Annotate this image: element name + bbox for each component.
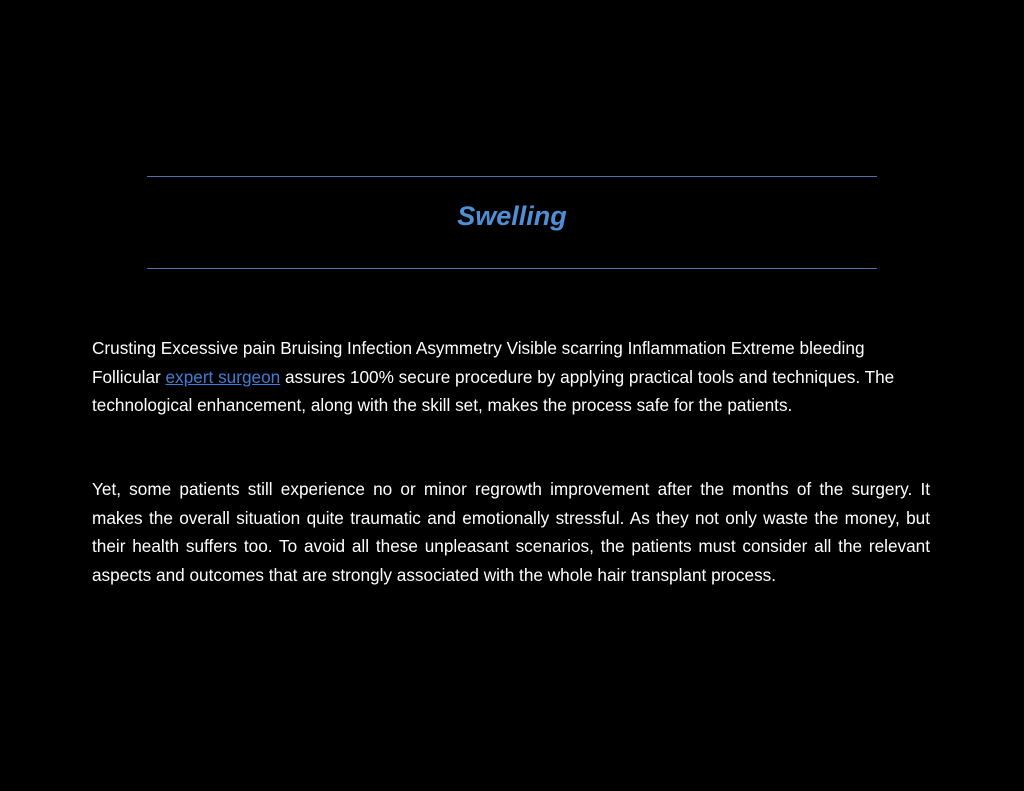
paragraph-text-before-link: Follicular	[92, 366, 166, 387]
paragraph-regrowth: Yet, some patients still experience no or minor regrowth improvement after the months of the surgery. It makes the overall situation quite traumatic and emotionally stressful. As they not only waste the money, but their health suffers too. To avoid all these unpleasant scenarios, the patients must consider all the relevant aspects and outcomes that are strongly associated with the whole hair transplant process.	[92, 479, 930, 585]
paragraph-text-after-link: assures 100% secure procedure by applying practical tools and techniques. The technological enhancement, along with the skill set, makes the process safe for the patients.	[92, 366, 895, 416]
expert-surgeon-link[interactable]: expert surgeon	[165, 366, 281, 387]
symptoms-list-text: Crusting Excessive pain Bruising Infection Asymmetry Visible scarring Inflammation Extreme bleeding	[92, 338, 865, 358]
heading-top-rule	[147, 176, 877, 177]
heading-bottom-rule	[147, 268, 877, 269]
paragraph-symptoms	[92, 334, 930, 420]
section-heading: Swelling	[457, 201, 567, 231]
